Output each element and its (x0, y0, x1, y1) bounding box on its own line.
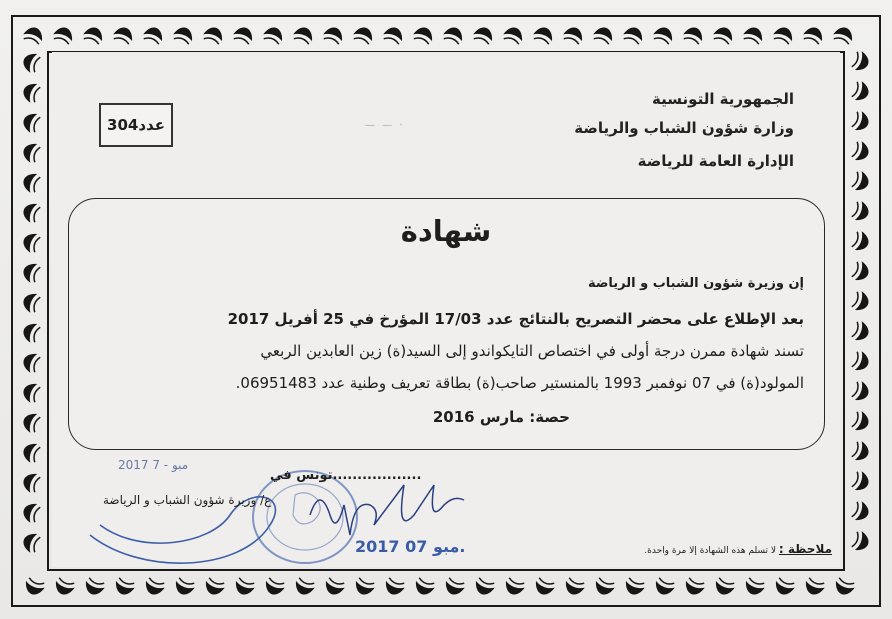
reference-line: بعد الإطلاع على محضر التصريح بالنتائج عدد 17/03 المؤرخ في 25 أفريل 2017 (227, 310, 804, 328)
note (644, 542, 832, 556)
place-date-line: تونس في.................. (270, 468, 422, 483)
birth-id-line: المولود(ة) في 07 نوفمبر 1993 بالمنستير صاحب(ة) بطاقة تعريف وطنية عدد 06951483. (235, 374, 804, 392)
note-label: ملاحظة : (778, 542, 832, 556)
intro-line: إن وزيرة شؤون الشباب و الرياضة (587, 276, 804, 291)
stamp-date-top: 2017 7 - مبو (118, 458, 189, 472)
certificate-title: شهادة (400, 214, 492, 248)
award-line: تسند شهادة ممرن درجة أولى في اختصاص التايكواندو إلى السيد(ة) زين العابدين الربعي (260, 342, 804, 360)
certificate-number: عدد304 (107, 116, 165, 134)
note-text: لا تسلم هذه الشهادة إلا مرة واحدة. (644, 546, 776, 556)
republic-heading: الجمهورية التونسية (652, 90, 794, 108)
signatory-role: ع/ وزيرة شؤون الشباب و الرياضة (103, 493, 272, 507)
faint-stamp-mark: — — · (365, 120, 405, 131)
session-line: حصة: مارس 2016 (432, 408, 570, 426)
certificate-number-box (99, 103, 173, 147)
stamp-date-bottom: 2017 مبو 07. (355, 537, 466, 556)
directorate-heading: الإدارة العامة للرياضة (637, 152, 794, 170)
ministry-heading: وزارة شؤون الشباب والرياضة (574, 119, 794, 137)
